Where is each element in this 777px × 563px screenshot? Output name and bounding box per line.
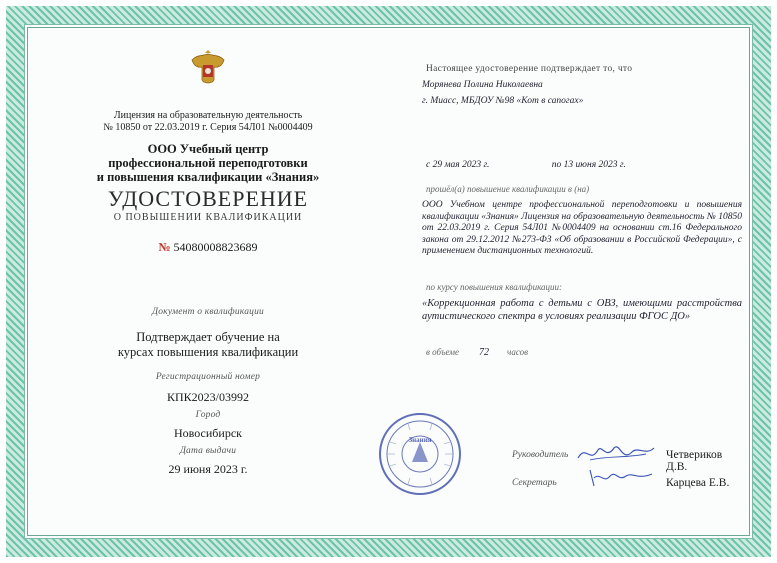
license-line-2: № 10850 от 22.03.2019 г. Серия 54Л01 №0004409 [103, 122, 313, 133]
head-name: Четвериков Д.В. [666, 449, 723, 473]
period-row [426, 160, 746, 172]
head-label: Руководитель [512, 450, 569, 460]
doc-subtitle: О ПОВЫШЕНИИ КВАЛИФИКАЦИИ [113, 212, 303, 223]
course-text: «Коррекционная работа с детьми с ОВЗ, имеющими расстройства аутистического спектра в условиях реализации ФГОС ДО» [422, 298, 742, 322]
from-prefix: с [426, 160, 431, 170]
institution-text: ООО Учебном центре профессиональной переподготовки и повышения квалификации «Знания» Лицензия на образовательную деятельность № 10850 от 22.03.2019 г. Серия 54Л01 №0004409 на основании ст.16 Федерального закона от 29.12.2012 №273-ФЗ «Об образовании в Российской Федерации», с применением дистанционных технологий. [422, 200, 742, 256]
org-line-1: ООО Учебный центр [147, 142, 269, 156]
issue-date-value: 29 июня 2023 г. [168, 462, 248, 476]
city-label: Город [195, 410, 221, 420]
reg-label: Регистрационный номер [155, 372, 261, 382]
intro-text: Настоящее удостоверение подтверждает то, что [426, 64, 633, 74]
person-name: Морянева Полина Николаевна [422, 80, 543, 90]
number-value: 54080008823689 [173, 240, 258, 254]
issue-date-label: Дата выдачи [179, 446, 237, 456]
confirms-line-1: Подтверждает обучение на [136, 330, 280, 344]
stamp-text: Знания [408, 436, 432, 444]
course-label: по курсу повышения квалификации: [426, 282, 563, 292]
right-panel [408, 28, 746, 535]
cert-number [28, 240, 388, 255]
hours-unit: часов [507, 347, 529, 357]
date-to: 13 июня 2023 г. [563, 160, 626, 170]
org-line-3: и повышения квалификации «Знания» [96, 170, 320, 184]
doc-type-label: Документ о квалификации [151, 307, 265, 317]
left-panel [28, 28, 388, 535]
coat-of-arms-icon [188, 50, 228, 90]
city-value: Новосибирск [174, 426, 242, 440]
date-from: 29 мая 2023 г. [432, 160, 490, 170]
workplace: г. Миасс, МБДОУ №98 «Кот в сапогах» [422, 96, 584, 106]
confirms-line-2: курсах повышения квалификации [117, 345, 299, 359]
number-prefix: № [158, 240, 171, 254]
org-line-2: профессиональной переподготовки [108, 156, 308, 170]
volume-label: в объеме [426, 347, 460, 357]
passed-label: прошёл(а) повышение квалификации в (на) [426, 184, 590, 194]
secretary-name: Карцева Е.В. [666, 477, 730, 489]
to-prefix: по [551, 160, 562, 170]
hours-value: 72 [479, 347, 490, 358]
secretary-label: Секретарь [512, 478, 557, 488]
doc-title: УДОСТОВЕРЕНИЕ [107, 186, 309, 211]
volume-row [426, 342, 746, 360]
license-line-1: Лицензия на образовательную деятельность [113, 110, 303, 121]
stamp-seal [378, 412, 462, 496]
secretary-signature [586, 466, 656, 494]
reg-number: КПК2023/03992 [166, 390, 249, 404]
